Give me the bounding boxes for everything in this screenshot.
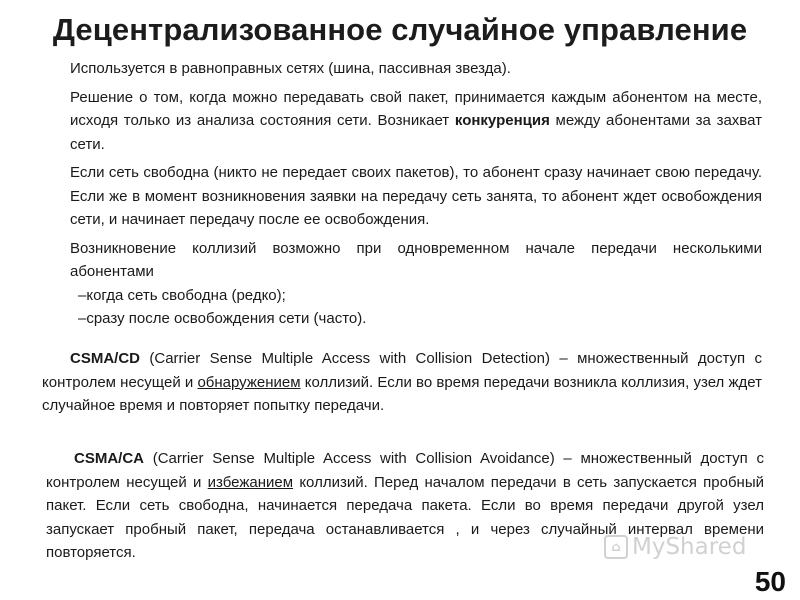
watermark-text: MyShared	[632, 534, 747, 560]
csma-cd-text-end: коллизий. Если во время передачи возникла коллизия, узел ждет случайное время и повторяет попытку передачи.	[42, 373, 762, 414]
csma-cd-paragraph	[42, 347, 762, 418]
competition-term: конкуренция	[454, 112, 550, 129]
csma-cd-text-start: (Carrier Sense Multiple Access with Collision Detection) – множественный доступ с контролем несущей и	[42, 350, 762, 391]
intro-line: Используется в равноправных сетях (шина, пассивная звезда).	[70, 60, 511, 77]
avoidance-term: избежанием	[207, 473, 294, 491]
collision-case-after-release: –сразу после освобождения сети (часто).	[78, 310, 367, 327]
detection-term: обнаружением	[197, 373, 301, 391]
intro-section	[70, 57, 762, 331]
csma-ca-term: CSMA/CA	[74, 450, 144, 467]
decision-text-end: между абонентами за захват сети.	[70, 112, 762, 153]
decision-paragraph	[70, 86, 762, 157]
myshared-logo-icon: ⌂	[604, 535, 628, 559]
collision-paragraph: Возникновение коллизий возможно при одновременном начале передачи несколькими абонентами	[70, 239, 762, 280]
csma-ca-text-start: (Carrier Sense Multiple Access with Collision Avoidance) – множественный доступ с контролем несущей и	[46, 450, 764, 491]
csma-ca-text-end: коллизий. Перед началом передачи в сеть запускается пробный пакет. Если сеть свободна, начинается передача пакета. Если во время передачи другой узел запускает пробный пакет, передача останавливается , и через случайный интервал времени повторяется.	[46, 473, 765, 561]
slide-title: Децентрализованное случайное управление	[52, 12, 748, 47]
collision-case-free: –когда сеть свободна (редко);	[78, 286, 286, 304]
free-network-paragraph: Если сеть свободна (никто не передает своих пакетов), то абонент сразу начинает свою передачу. Если же в момент возникновения заявки на передачу сеть занята, то абонент ждет освобождения сети, и начинает передачу после ее освобождения.	[70, 164, 762, 228]
decision-text-start: Решение о том, когда можно передавать свой пакет, принимается каждым абонентом на месте, исходя только из анализа состояния сети. Возникает	[70, 88, 762, 129]
watermark	[604, 534, 746, 560]
page-number: 50	[754, 566, 786, 597]
csma-cd-term: CSMA/CD	[70, 350, 140, 367]
